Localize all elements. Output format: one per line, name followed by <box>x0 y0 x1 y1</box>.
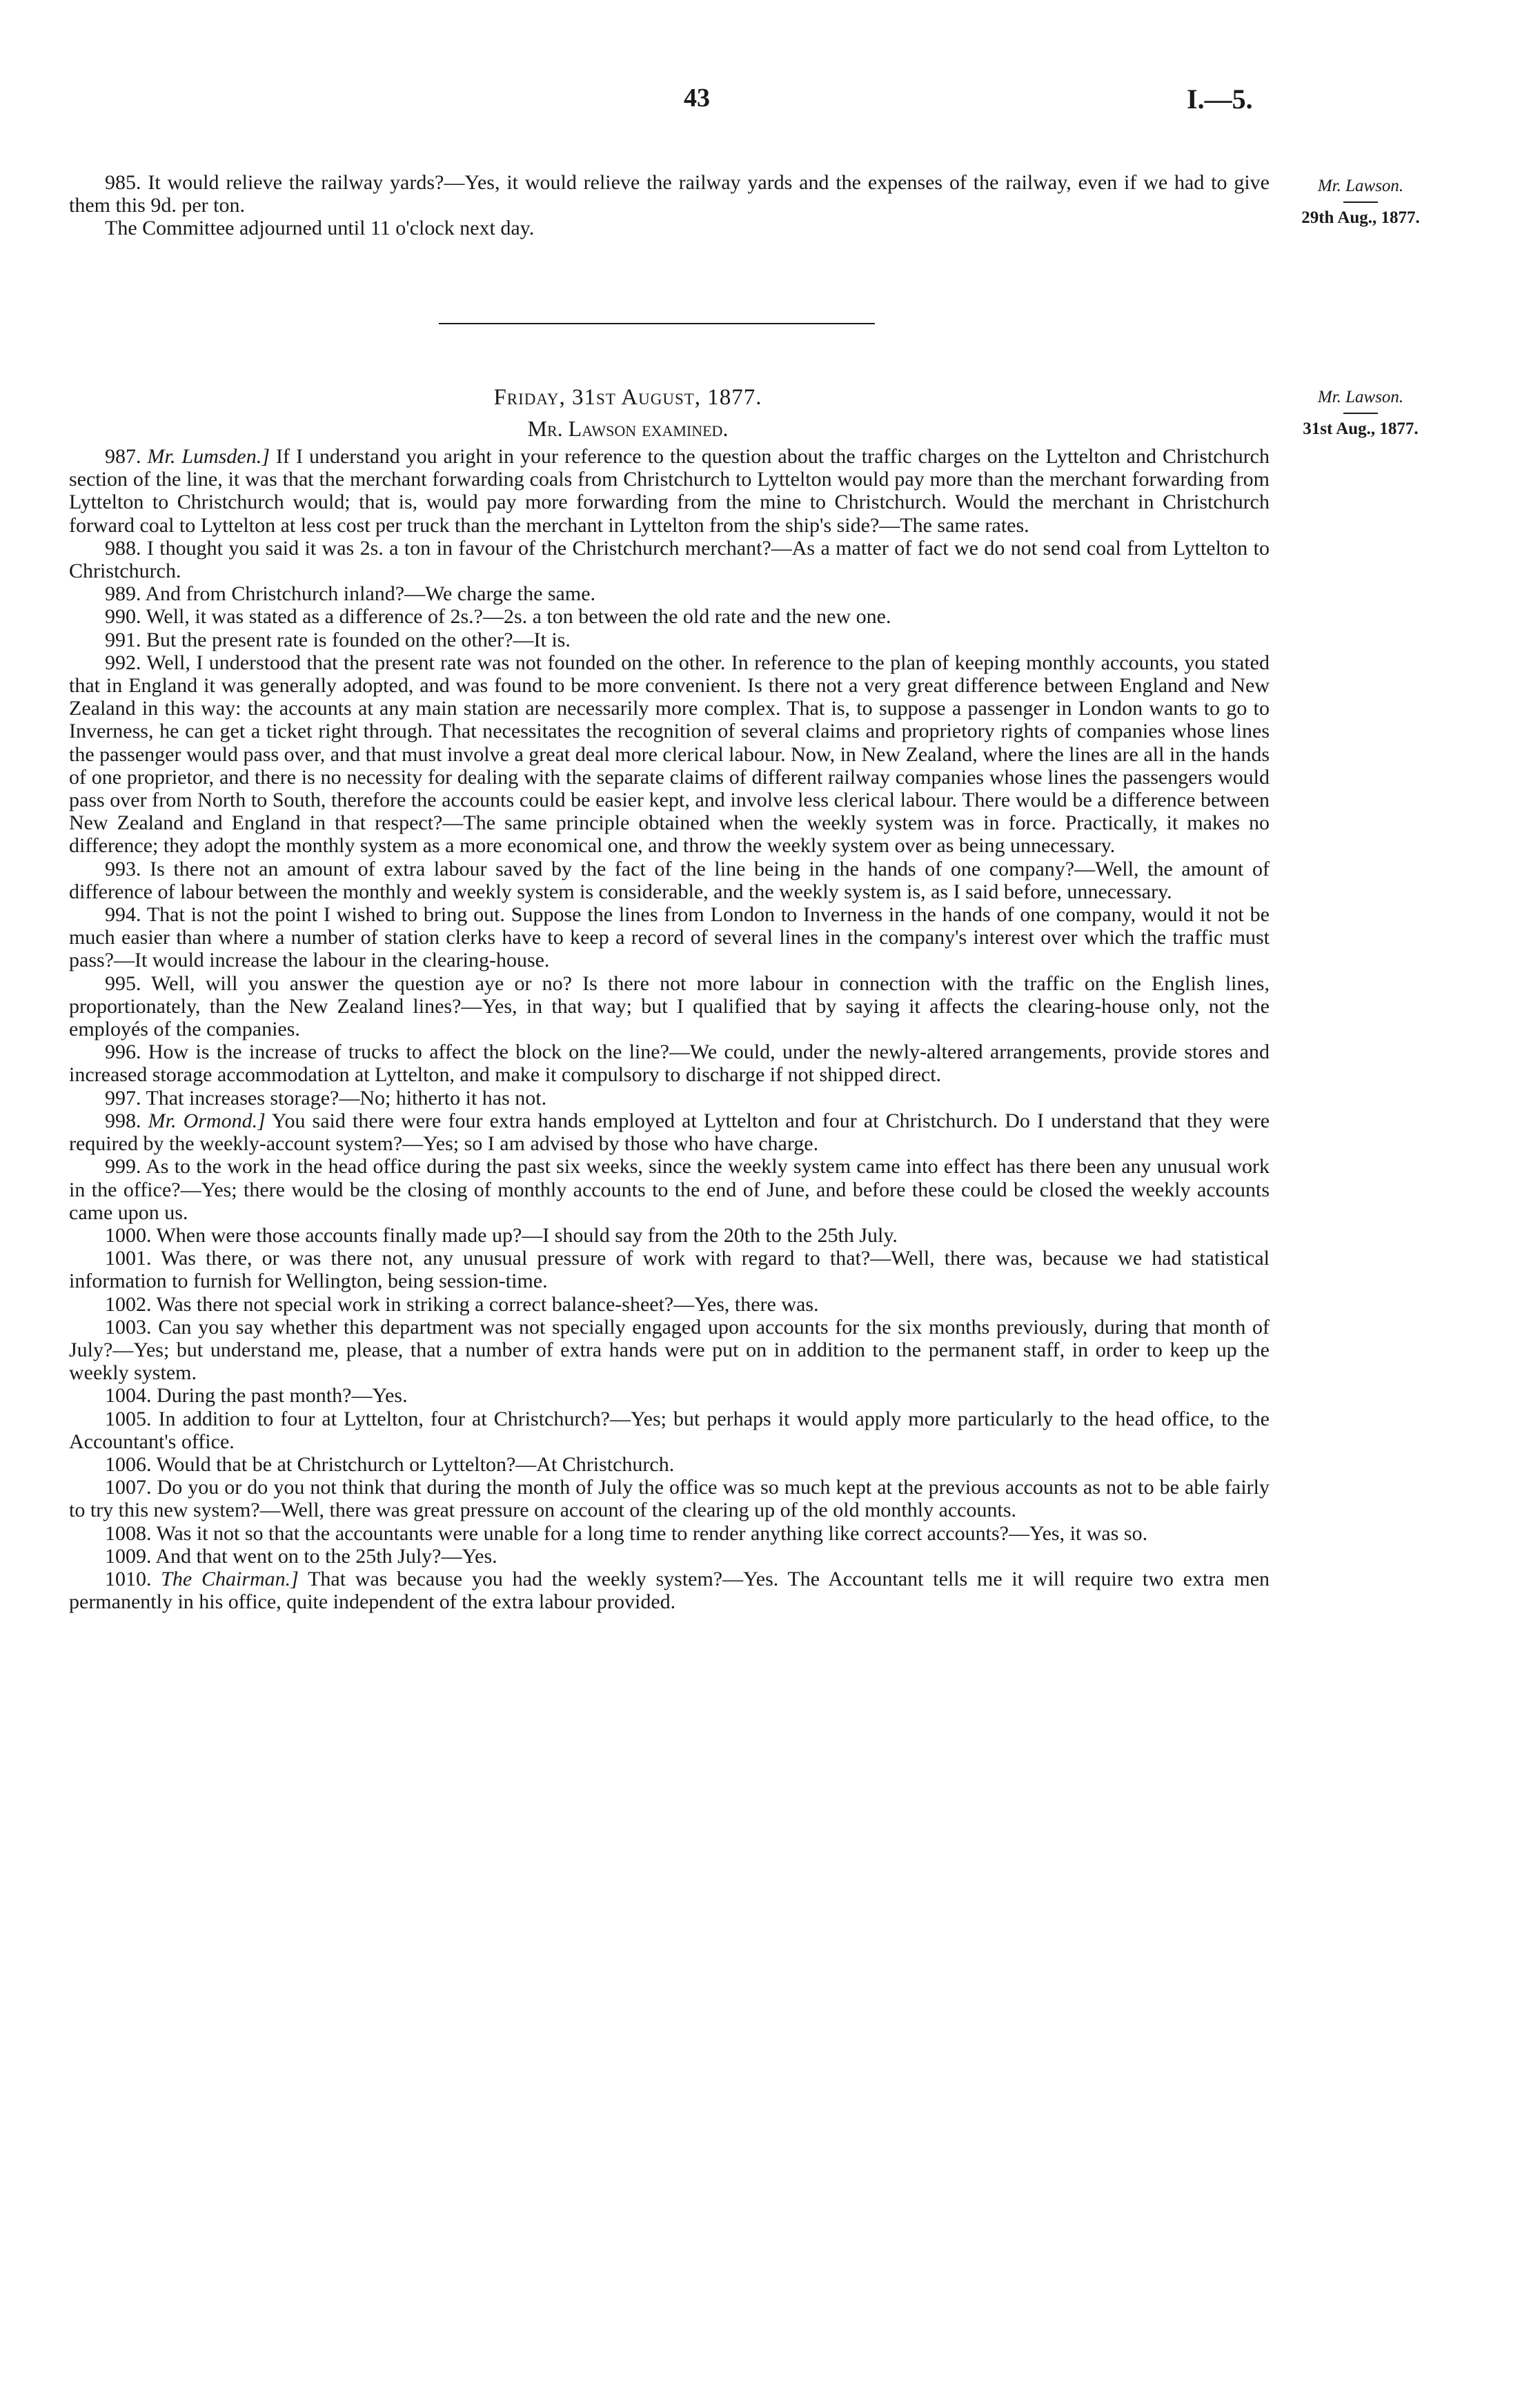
question-text: And that went on to the 25th July?—Yes. <box>155 1544 497 1568</box>
question-1010 <box>69 1568 1270 1613</box>
question-number: 1007. <box>105 1476 152 1499</box>
question-text: Well, I understood that the present rate was not founded on the other. In reference to the plan of keeping monthly accounts, you stated that in England it was generally adopted, and was found to be more convenient. Is there not a very great difference between England and New Zealand in this way: the accounts at any main station are necessarily more complex. That is, to suppose a passenger in London wants to go to Inverness, he can get a ticket right through. That necessitates the recognition of several claims and proprietory rights of companies whose lines the passenger would pass over, and that must involve a great deal more clerical labour. Now, in New Zealand, where the lines are all in the hands of one proprietor, and there is no necessity for dealing with the separate claims of different railway companies whose lines the passengers would pass over from North to South, therefore the accounts could be easier kept, and involve less clerical labour. There would be a difference between New Zealand and England in that respect?—The same principle obtained when the weekly system was in force. Practically, it makes no difference; they adopt the monthly system as a more economical one, and throw the weekly system over as being unnecessary. <box>69 651 1270 858</box>
question-number: 1000. <box>105 1223 152 1247</box>
margin-witness-name: Mr. Lawson. <box>1317 388 1404 406</box>
question-text: Would that be at Christchurch or Lyttelton?—At Christchurch. <box>156 1452 675 1476</box>
question-text: But the present rate is founded on the other?—It is. <box>146 628 571 651</box>
page-number: 43 <box>684 83 710 112</box>
question-number: 1009. <box>105 1544 152 1568</box>
question-996 <box>69 1040 1270 1086</box>
question-1003 <box>69 1316 1270 1385</box>
question-number: 1002. <box>105 1292 152 1316</box>
question-text: If I understand you aright in your reference to the question about the traffic charges on the Lyttelton and Christchurch section of the line, it was that the merchant forwarding coals from Christchurch to Lyttelton would pay more than the merchant forwarding from Lyttelton to Christchurch would; that is, would pay more forwarding from the mine to Christchurch. Would the merchant in Christchurch forward coal to Lyttelton at less cost per truck than the merchant in Lyttelton from the ship's side?—The same rates. <box>69 445 1270 537</box>
question-993 <box>69 858 1270 903</box>
margin-rule <box>1343 201 1378 203</box>
question-1001 <box>69 1247 1270 1292</box>
question-1002 <box>69 1293 1270 1316</box>
question-1009 <box>69 1545 1270 1568</box>
section-date-heading: Friday, 31st August, 1877. <box>493 385 762 410</box>
section-examined-heading: Mr. Lawson examined. <box>527 416 729 441</box>
question-997 <box>69 1087 1270 1109</box>
question-999 <box>69 1155 1270 1224</box>
question-998 <box>69 1109 1270 1155</box>
question-text: Do you or do you not think that during the month of July the office was so much kept at the previous accounts as not to be able fairly to try this new system?—Well, there was great pressure on account of the clearing up of the old monthly accounts. <box>69 1476 1270 1522</box>
question-995 <box>69 972 1270 1041</box>
margin-rule <box>1343 413 1378 414</box>
margin-date: 31st Aug., 1877. <box>1303 420 1419 438</box>
question-1007 <box>69 1476 1270 1521</box>
section-divider <box>439 323 875 324</box>
question-994 <box>69 903 1270 972</box>
question-number: 1004. <box>105 1384 152 1408</box>
question-number: 989. <box>105 582 141 606</box>
paper-reference: I.—5. <box>1187 83 1253 115</box>
question-text: As to the work in the head office during the past six weeks, since the weekly system came into effect has there been any unusual work in the office?—Yes; there would be the closing of monthly accounts to the end of June, and before these could be closed the weekly accounts came upon us. <box>69 1155 1270 1224</box>
question-number: 995. <box>105 971 141 995</box>
question-1008 <box>69 1522 1270 1545</box>
question-number: 988. <box>105 536 141 560</box>
speaker-name: Mr. Ormond.] <box>148 1109 266 1132</box>
question-text: That is not the point I wished to bring out. Suppose the lines from London to Inverness in the hands of one company, would it not be much easier than where a number of station clerks have to keep a record of several lines in the company's interest over which the traffic must pass?—It would increase the labour in the clearing-house. <box>69 903 1270 972</box>
question-text: You said there were four extra hands employed at Lyttelton and four at Christchurch. Do I understand that they were required by the weekly-account system?—Yes; so I am advised by those who have charge. <box>69 1109 1270 1156</box>
question-text: That was because you had the weekly system?—Yes. The Accountant tells me it will require two extra men permanently in his office, quite independent of the extra labour provided. <box>69 1567 1270 1614</box>
section-margin-note <box>1278 384 1443 443</box>
question-text: In addition to four at Lyttelton, four at Christchurch?—Yes; but perhaps it would apply more particularly to the head office, to the Accountant's office. <box>69 1407 1270 1453</box>
question-number: 987. <box>105 445 141 468</box>
question-990 <box>69 605 1270 628</box>
question-number: 991. <box>105 628 141 651</box>
question-number: 1006. <box>105 1452 152 1476</box>
question-number: 999. <box>105 1155 141 1178</box>
question-number: 998. <box>105 1109 141 1132</box>
question-text: Is there not an amount of extra labour saved by the fact of the line being in the hands of one company?—Well, the amount of difference of labour between the monthly and weekly system is considerable, and the weekly system is, as I said before, unnecessary. <box>69 857 1270 903</box>
question-number: 993. <box>105 857 141 880</box>
question-text: During the past month?—Yes. <box>157 1384 408 1408</box>
margin-witness-name: Mr. Lawson. <box>1317 177 1404 195</box>
question-number: 1008. <box>105 1521 152 1545</box>
question-number: 997. <box>105 1086 141 1109</box>
question-number: 1005. <box>105 1407 152 1430</box>
question-number: 996. <box>105 1040 141 1064</box>
question-1005 <box>69 1408 1270 1453</box>
question-number: 1003. <box>105 1315 152 1339</box>
question-text: And from Christchurch inland?—We charge the same. <box>145 582 596 606</box>
question-number: 992. <box>105 651 141 674</box>
question-text: Was there not special work in striking a correct balance-sheet?—Yes, there was. <box>156 1292 819 1316</box>
question-text: When were those accounts finally made up?—I should say from the 20th to the 25th July. <box>156 1223 898 1247</box>
question-1000 <box>69 1224 1270 1247</box>
question-number: 990. <box>105 605 141 629</box>
questions-list <box>69 445 1270 1613</box>
question-text: I thought you said it was 2s. a ton in favour of the Christchurch merchant?—As a matter of fact we do not send coal from Lyttelton to Christchurch. <box>69 536 1270 583</box>
question-991 <box>69 629 1270 651</box>
question-988 <box>69 537 1270 582</box>
question-992 <box>69 651 1270 858</box>
question-1006 <box>69 1453 1270 1476</box>
margin-date: 29th Aug., 1877. <box>1301 208 1420 227</box>
speaker-name: Mr. Lumsden.] <box>147 445 270 468</box>
question-989 <box>69 582 1270 605</box>
question-number: 994. <box>105 903 141 927</box>
adjournment-note: The Committee adjourned until 11 o'clock next day. <box>105 217 535 240</box>
question-text: Was it not so that the accountants were unable for a long time to render anything like correct accounts?—Yes, it was so. <box>156 1521 1148 1545</box>
question-text: Well, will you answer the question aye or no? Is there not more labour in connection with the traffic on the English lines, proportionately, than the New Zealand lines?—Yes, in that way; but I qualified that by saying it affects the clearing-house only, not the employés of the companies. <box>69 971 1270 1041</box>
top-margin-note <box>1278 172 1443 232</box>
question-987 <box>69 445 1270 537</box>
question-text: Can you say whether this department was not specially engaged upon accounts for the six months previously, during that month of July?—Yes; but understand me, please, that a number of extra hands were put on in addition to the permanent staff, in order to keep up the weekly system. <box>69 1315 1270 1385</box>
question-text: That increases storage?—No; hitherto it has not. <box>146 1086 547 1109</box>
question-text: Well, it was stated as a difference of 2s.?—2s. a ton between the old rate and the new one. <box>146 605 891 629</box>
question-text: Was there, or was there not, any unusual pressure of work with regard to that?—Well, there was, because we had statistical information to furnish for Wellington, being session-time. <box>69 1247 1270 1293</box>
question-number: 1010. <box>105 1567 152 1590</box>
question-text: How is the increase of trucks to affect the block on the line?—We could, under the newly-altered arrangements, provide stores and increased storage accommodation at Lyttelton, and make it compulsory to discharge if not shipped direct. <box>69 1040 1270 1087</box>
speaker-name: The Chairman.] <box>161 1567 299 1590</box>
top-section <box>69 171 1270 240</box>
question-985: 985. It would relieve the railway yards?—Yes, it would relieve the railway yards and the expenses of the railway, even if we had to give them this 9d. per ton. <box>69 171 1270 217</box>
question-number: 1001. <box>105 1247 152 1270</box>
question-1004 <box>69 1384 1270 1407</box>
